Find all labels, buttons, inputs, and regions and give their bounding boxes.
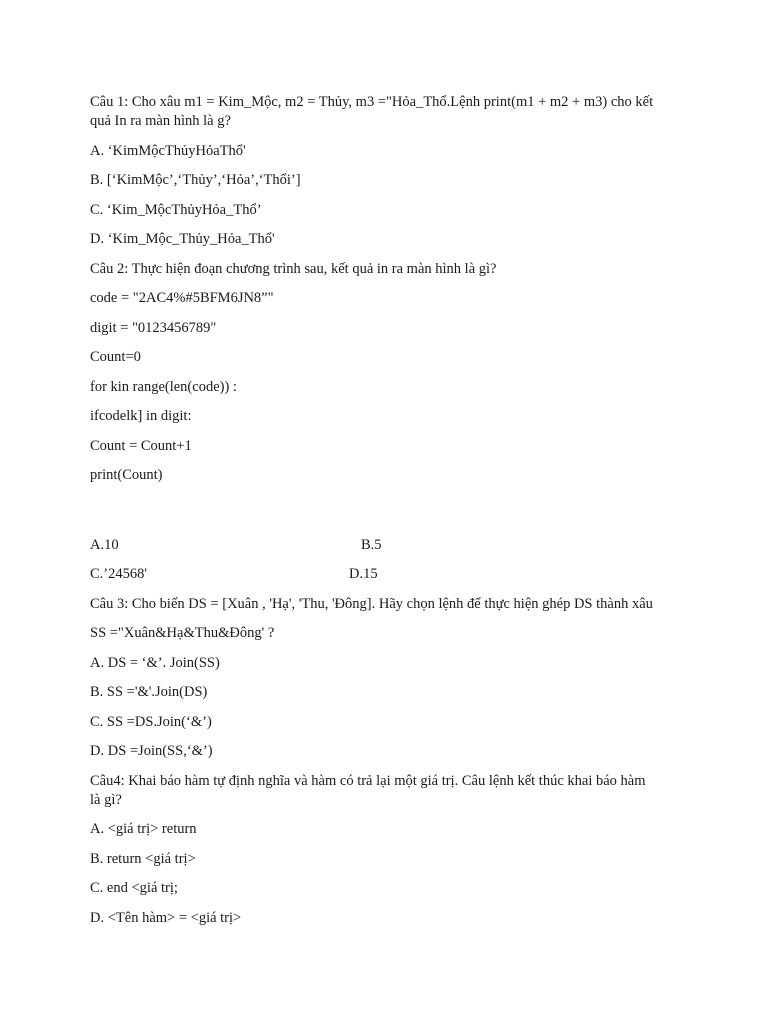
q4-option-c: C. end <giá trị; <box>90 880 178 896</box>
q4-question-line1: Câu4: Khai báo hàm tự định nghĩa và hàm có trả lại một giá trị. Câu lệnh kết thúc khai báo hàm <box>90 772 646 789</box>
q2-option-c: C.’24568' <box>90 566 147 582</box>
q1-question-line2: quả In ra màn hình là g? <box>90 113 231 129</box>
q4-option-b: B. return <giá trị> <box>90 850 196 867</box>
q3-question-line2: SS ="Xuân&Hạ&Thu&Đông' ? <box>90 625 275 641</box>
q1-option-d: D. ‘Kim_Mộc_Thủy_Hỏa_Thổ' <box>90 231 275 247</box>
q3-option-a: A. DS = ‘&’. Join(SS) <box>90 654 220 671</box>
document-page <box>90 93 690 938</box>
q3-option-c: C. SS =DS.Join(‘&’) <box>90 713 212 730</box>
q4-question-line2: là gì? <box>90 791 122 808</box>
q1-option-c: C. ‘Kim_MộcThủyHỏa_Thổ’ <box>90 201 262 218</box>
q1-option-a: A. ‘KimMộcThủyHỏaThổ' <box>90 142 246 159</box>
q3-option-d: D. DS =Join(SS,‘&’) <box>90 743 213 759</box>
q4-option-d: D. <Tên hàm> = <giá trị> <box>90 909 242 926</box>
q2-option-b: B.5 <box>361 536 382 553</box>
q1-question-line1: Câu 1: Cho xâu m1 = Kim_Mộc, m2 = Thủy, m3 ="Hỏa_Thổ.Lệnh print(m1 + m2 + m3) cho kết <box>90 94 654 110</box>
q2-option-d: D.15 <box>349 566 378 582</box>
q2-question: Câu 2: Thực hiện đoạn chương trình sau, kết quả in ra màn hình là gì? <box>90 260 497 277</box>
q2-options-row-1 <box>90 536 690 555</box>
q3-question-line1: Câu 3: Cho biến DS = [Xuân , 'Hạ', 'Thu, 'Đông]. Hãy chọn lệnh để thực hiện ghép DS thành xâu <box>90 595 653 612</box>
q2-code-line-5: ifcodelk] in digit: <box>90 408 192 424</box>
q3-option-b: B. SS ='&'.Join(DS) <box>90 684 208 700</box>
blank-line <box>90 496 690 536</box>
q1-option-b: B. [‘KimMộc’,‘Thủy’,‘Hỏa’,‘Thổi’] <box>90 172 301 188</box>
q2-code-line-2: digit = "0123456789" <box>90 319 217 336</box>
q2-code-line-6: Count = Count+1 <box>90 437 192 454</box>
q2-code-line-4: for kin range(len(code)) : <box>90 378 237 395</box>
q2-option-a: A.10 <box>90 536 119 553</box>
q2-code-line-1: code = "2AC4%#5BFM6JN8”" <box>90 290 274 306</box>
q4-option-a: A. <giá trị> return <box>90 821 197 837</box>
q2-options-row-2 <box>90 565 690 584</box>
q2-code-line-7: print(Count) <box>90 467 163 483</box>
q2-code-line-3: Count=0 <box>90 349 141 365</box>
